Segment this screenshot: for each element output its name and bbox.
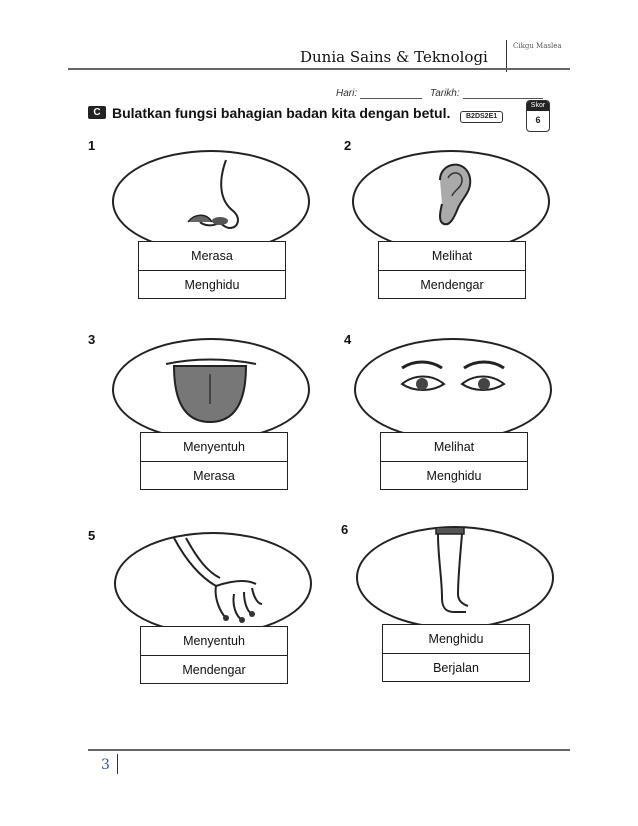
option-menghidu[interactable]: Menghidu bbox=[428, 632, 484, 646]
option-menghidu[interactable]: Menghidu bbox=[139, 270, 285, 298]
option-berjalan[interactable]: Berjalan bbox=[383, 653, 529, 681]
document-author: Cikgu Maslea bbox=[513, 42, 562, 50]
item-number: 4 bbox=[344, 332, 352, 347]
header-rule bbox=[68, 68, 570, 70]
answer-options bbox=[140, 626, 288, 684]
picture-oval bbox=[354, 338, 552, 441]
item-number: 3 bbox=[88, 332, 96, 347]
option-melihat[interactable]: Melihat bbox=[433, 440, 475, 454]
tongue-icon bbox=[114, 340, 308, 439]
hari-field bbox=[336, 88, 422, 99]
score-box bbox=[526, 100, 550, 132]
hand-icon bbox=[116, 534, 310, 633]
tarikh-field bbox=[430, 88, 543, 99]
option-merasa[interactable]: Merasa bbox=[191, 249, 233, 263]
tarikh-blank bbox=[463, 98, 543, 99]
option-melihat[interactable]: Melihat bbox=[431, 249, 473, 263]
score-value: 6 bbox=[535, 115, 541, 125]
option-mendengar[interactable]: Mendengar bbox=[379, 270, 525, 298]
picture-oval bbox=[112, 338, 310, 441]
page-number: 3 bbox=[101, 757, 110, 773]
answer-options bbox=[378, 241, 526, 299]
item-number: 5 bbox=[88, 528, 96, 543]
worksheet-code: B2DS2E1 bbox=[460, 111, 503, 123]
picture-oval bbox=[352, 150, 550, 253]
picture-oval bbox=[114, 532, 312, 635]
footer-rule bbox=[88, 749, 570, 751]
option-menyentuh[interactable]: Menyentuh bbox=[183, 634, 245, 648]
answer-options bbox=[380, 432, 528, 490]
item-number: 1 bbox=[88, 138, 96, 153]
answer-options bbox=[138, 241, 286, 299]
score-label: Skor bbox=[527, 101, 549, 111]
eyes-icon bbox=[356, 340, 550, 439]
hari-blank bbox=[360, 98, 422, 99]
item-number: 2 bbox=[344, 138, 352, 153]
ear-icon bbox=[354, 152, 548, 251]
answer-options bbox=[382, 624, 530, 682]
answer-options bbox=[140, 432, 288, 490]
nose-icon bbox=[114, 152, 308, 251]
picture-oval bbox=[356, 526, 554, 629]
instruction-text: Bulatkan fungsi bahagian badan kita dengan betul. bbox=[112, 105, 451, 121]
option-menyentuh[interactable]: Menyentuh bbox=[183, 440, 245, 454]
option-menghidu[interactable]: Menghidu bbox=[381, 461, 527, 489]
footer-divider bbox=[117, 754, 118, 774]
document-title: Dunia Sains & Teknologi bbox=[300, 48, 488, 66]
item-number: 6 bbox=[341, 522, 349, 537]
picture-oval bbox=[112, 150, 310, 253]
option-mendengar[interactable]: Mendengar bbox=[141, 655, 287, 683]
leg-icon bbox=[358, 528, 552, 627]
option-merasa[interactable]: Merasa bbox=[141, 461, 287, 489]
task-letter-badge: C bbox=[88, 106, 106, 119]
hari-label: Hari: bbox=[336, 88, 358, 99]
tarikh-label: Tarikh: bbox=[430, 88, 460, 99]
